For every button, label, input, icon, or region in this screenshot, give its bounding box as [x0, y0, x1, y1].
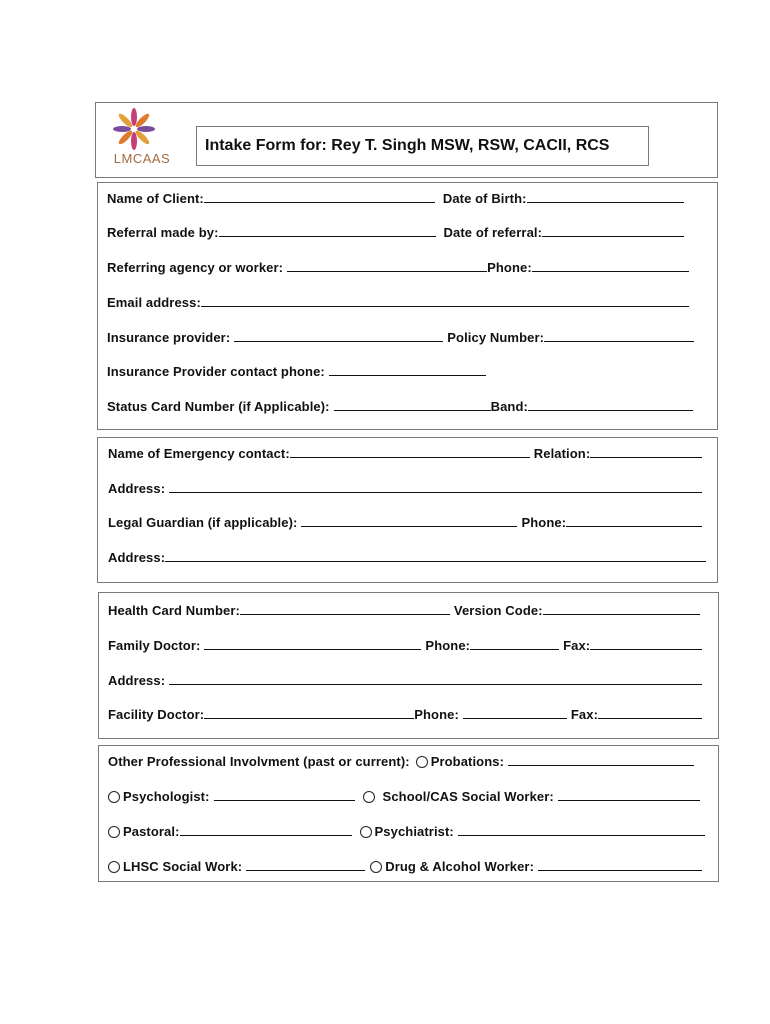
relation-field[interactable] — [590, 445, 702, 458]
emergency-contact-label: Name of Emergency contact: — [108, 446, 290, 461]
guardian-address-row — [108, 549, 706, 565]
policy-number-field[interactable] — [544, 329, 694, 342]
psychologist-field[interactable] — [214, 788, 355, 801]
status-card-number-label: Status Card Number (if Applicable): — [107, 399, 330, 414]
health-card-number-label: Health Card Number: — [108, 603, 240, 618]
policy-number-label: Policy Number: — [447, 330, 545, 345]
facility-doctor-row — [108, 706, 702, 722]
probations-field[interactable] — [508, 753, 694, 766]
referring-agency-field[interactable] — [287, 259, 487, 272]
family-doctor-phone-field[interactable] — [470, 637, 559, 650]
referral-row — [107, 224, 684, 240]
family-doctor-label: Family Doctor: — [108, 638, 201, 653]
referring-agency-row — [107, 259, 689, 275]
band-field[interactable] — [528, 398, 693, 411]
other-professional-label: Other Professional Involvment (past or current): — [108, 754, 410, 769]
lhsc-row — [108, 858, 702, 874]
logo-text: LMCAAS — [113, 151, 171, 166]
doctor-address-field[interactable] — [169, 672, 702, 685]
psychiatrist-label: Psychiatrist: — [374, 824, 454, 839]
probations-radio[interactable] — [416, 756, 428, 768]
family-doctor-fax-field[interactable] — [590, 637, 702, 650]
family-doctor-field[interactable] — [204, 637, 421, 650]
referring-agency-label: Referring agency or worker: — [107, 260, 284, 275]
form-title: Intake Form for: Rey T. Singh MSW, RSW, CACII, RCS — [196, 126, 649, 166]
facility-doctor-field[interactable] — [204, 706, 414, 719]
legal-guardian-label: Legal Guardian (if applicable): — [108, 515, 298, 530]
guardian-address-field[interactable] — [165, 549, 706, 562]
name-of-client-label: Name of Client: — [107, 191, 204, 206]
version-code-field[interactable] — [543, 602, 700, 615]
other-professional-row — [108, 753, 694, 769]
family-doctor-fax-label: Fax: — [563, 638, 591, 653]
pastoral-label: Pastoral: — [123, 824, 180, 839]
insurance-contact-phone-label: Insurance Provider contact phone: — [107, 364, 325, 379]
emergency-address-field[interactable] — [169, 480, 702, 493]
health-card-number-field[interactable] — [240, 602, 450, 615]
referring-phone-label: Phone: — [487, 260, 532, 275]
probations-label: Probations: — [430, 754, 505, 769]
date-of-referral-label: Date of referral: — [443, 225, 543, 240]
lmcaas-logo — [102, 107, 172, 167]
pastoral-radio[interactable] — [108, 826, 120, 838]
lhsc-social-work-field[interactable] — [246, 858, 365, 871]
facility-doctor-label: Facility Doctor: — [108, 707, 205, 722]
psychiatrist-field[interactable] — [458, 823, 705, 836]
lhsc-social-work-label: LHSC Social Work: — [123, 859, 243, 874]
school-cas-field[interactable] — [558, 788, 700, 801]
status-card-number-field[interactable] — [334, 398, 491, 411]
facility-phone-field[interactable] — [463, 706, 567, 719]
emergency-contact-field[interactable] — [290, 445, 530, 458]
date-of-birth-label: Date of Birth: — [442, 191, 527, 206]
email-address-label: Email address: — [107, 295, 201, 310]
legal-guardian-field[interactable] — [301, 514, 517, 527]
drug-alcohol-worker-label: Drug & Alcohol Worker: — [385, 859, 535, 874]
date-of-birth-field[interactable] — [527, 190, 684, 203]
email-address-field[interactable] — [201, 294, 689, 307]
name-of-client-field[interactable] — [204, 190, 435, 203]
school-cas-label: School/CAS Social Worker: — [382, 789, 554, 804]
relation-label: Relation: — [533, 446, 591, 461]
family-doctor-phone-label: Phone: — [425, 638, 471, 653]
facility-fax-field[interactable] — [598, 706, 702, 719]
status-card-row — [107, 398, 693, 414]
psychiatrist-radio[interactable] — [360, 826, 372, 838]
date-of-referral-field[interactable] — [542, 224, 684, 237]
emergency-contact-row — [108, 445, 702, 461]
band-label: Band: — [490, 399, 528, 414]
insurance-provider-field[interactable] — [234, 329, 443, 342]
guardian-phone-label: Phone: — [521, 515, 567, 530]
guardian-address-label: Address: — [108, 550, 166, 565]
guardian-phone-field[interactable] — [566, 514, 702, 527]
psychologist-radio[interactable] — [108, 791, 120, 803]
client-name-row — [107, 190, 684, 206]
facility-phone-label: Phone: — [414, 707, 459, 722]
pastoral-row — [108, 823, 705, 839]
psychologist-row — [108, 788, 700, 804]
drug-alcohol-worker-field[interactable] — [538, 858, 702, 871]
referring-phone-field[interactable] — [532, 259, 689, 272]
drug-alcohol-radio[interactable] — [370, 861, 382, 873]
insurance-contact-row — [107, 363, 486, 379]
facility-fax-label: Fax: — [570, 707, 599, 722]
emergency-address-label: Address: — [108, 481, 166, 496]
flower-logo-icon — [102, 107, 172, 151]
lhsc-social-work-radio[interactable] — [108, 861, 120, 873]
insurance-provider-label: Insurance provider: — [107, 330, 231, 345]
emergency-address-row — [108, 480, 702, 496]
pastoral-field[interactable] — [180, 823, 352, 836]
referral-made-by-field[interactable] — [219, 224, 436, 237]
psychologist-label: Psychologist: — [123, 789, 210, 804]
health-card-row — [108, 602, 700, 618]
doctor-address-label: Address: — [108, 673, 166, 688]
insurance-contact-phone-field[interactable] — [329, 363, 486, 376]
referral-made-by-label: Referral made by: — [107, 225, 219, 240]
family-doctor-row — [108, 637, 702, 653]
doctor-address-row — [108, 672, 702, 688]
insurance-row — [107, 329, 694, 345]
form-header — [95, 102, 718, 178]
version-code-label: Version Code: — [453, 603, 543, 618]
school-cas-radio[interactable] — [363, 791, 375, 803]
email-row — [107, 294, 689, 310]
legal-guardian-row — [108, 514, 702, 530]
